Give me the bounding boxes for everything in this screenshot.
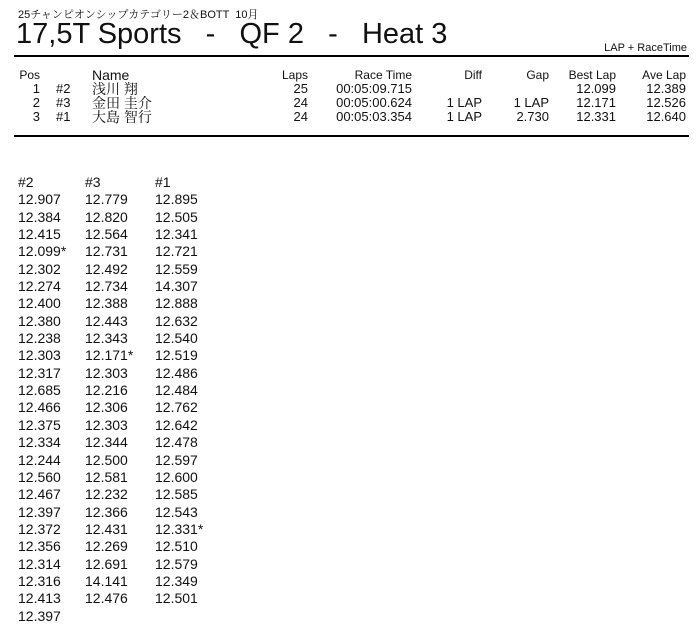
lap-time-cell-car3: 12.232	[85, 486, 128, 503]
lap-times-row	[18, 330, 235, 347]
lap-time-cell-car3: 12.171*	[85, 347, 134, 364]
lap-time-cell-car1: 12.600	[155, 468, 198, 485]
lap-time-cell-car1: 12.895	[155, 191, 198, 208]
ave-lap-cell: 12.389	[646, 82, 686, 96]
lap-time-cell-car3: 12.492	[85, 260, 128, 277]
lap-time-cell-car2: 12.099*	[18, 243, 67, 260]
race-time-cell: 00:05:03.354	[336, 110, 412, 124]
lap-time-cell-car2: 12.274	[18, 278, 61, 295]
lap-time-cell-car2: 12.303	[18, 347, 61, 364]
lap-time-cell-car1: 12.559	[155, 260, 198, 277]
col-header-gap: Gap	[526, 68, 549, 82]
col-header-car-spacer	[40, 68, 90, 82]
lap-time-cell-car1	[155, 608, 235, 625]
lap-time-cell-car3: 12.344	[85, 434, 128, 451]
header-divider	[14, 55, 689, 57]
col-header-laps: Laps	[281, 68, 308, 82]
lap-time-cell-car1: 12.341	[155, 226, 198, 243]
lap-times-row	[18, 573, 235, 590]
lap-time-cell-car2: 12.415	[18, 226, 61, 243]
lap-times-row	[18, 538, 235, 555]
lap-time-cell-car3: 12.343	[85, 330, 128, 347]
pos-cell: 1	[32, 82, 40, 96]
car-number-cell: #2	[56, 82, 71, 96]
lap-times-row	[18, 295, 235, 312]
col-header-name: Name	[92, 68, 130, 82]
diff-cell: 1 LAP	[446, 96, 482, 110]
lap-times-row	[18, 590, 235, 607]
lap-times-row	[18, 486, 235, 503]
lap-time-cell-car2: 12.400	[18, 295, 61, 312]
lap-time-cell-car2: 12.384	[18, 208, 61, 225]
results-divider	[14, 135, 689, 137]
lap-time-cell-car2: 12.238	[18, 330, 61, 347]
lap-time-cell-car3: 12.779	[85, 191, 128, 208]
pos-cell: 3	[32, 110, 40, 124]
lap-times-row	[18, 313, 235, 330]
lap-times-table	[18, 174, 235, 625]
lap-times-row	[18, 191, 235, 208]
lap-time-cell-car3: 12.734	[85, 278, 128, 295]
category-line: 25チャンピオンシップカテゴリー2＆BOTT 10月	[18, 9, 259, 21]
lap-times-row	[18, 365, 235, 382]
car-number-cell: #3	[56, 96, 71, 110]
lap-time-cell-car2: 12.244	[18, 451, 61, 468]
lap-time-cell-car2: 12.316	[18, 572, 61, 589]
lap-times-row	[18, 556, 235, 573]
lap-time-cell-car1: 12.762	[155, 399, 198, 416]
gap-cell: 2.730	[516, 110, 549, 124]
results-table-body	[16, 82, 686, 124]
page-title: 17,5T Sports - QF 2 - Heat 3	[16, 18, 448, 50]
col-header-diff: Diff	[464, 68, 482, 82]
lap-times-row	[18, 347, 235, 364]
lap-time-cell-car1: 12.540	[155, 330, 198, 347]
lap-times-row	[18, 209, 235, 226]
lap-time-cell-car1: 12.721	[155, 243, 198, 260]
results-row	[16, 96, 686, 110]
driver-name-cell: 金田 圭介	[92, 96, 152, 110]
lap-time-cell-car2: 12.397	[18, 503, 61, 520]
lap-times-row	[18, 504, 235, 521]
lap-time-cell-car3: 12.269	[85, 538, 128, 555]
lap-time-cell-car3: 12.820	[85, 208, 128, 225]
lap-time-cell-car3: 14.141	[85, 572, 128, 589]
col-header-best-lap: Best Lap	[568, 68, 616, 82]
lap-time-cell-car1: 12.597	[155, 451, 198, 468]
lap-time-cell-car1: 12.543	[155, 503, 198, 520]
lap-times-row	[18, 226, 235, 243]
lap-col-header-car3: #3	[85, 174, 101, 190]
diff-cell	[412, 82, 482, 96]
lap-times-row	[18, 382, 235, 399]
lap-time-cell-car2: 12.466	[18, 399, 61, 416]
lap-time-cell-car2: 12.314	[18, 555, 61, 572]
lap-col-header-car2: #2	[18, 174, 34, 190]
lap-times-row	[18, 452, 235, 469]
ave-lap-cell: 12.640	[646, 110, 686, 124]
lap-time-cell-car3: 12.388	[85, 295, 128, 312]
diff-cell: 1 LAP	[446, 110, 482, 124]
lap-time-cell-car1: 14.307	[155, 278, 198, 295]
lap-time-cell-car3: 12.366	[85, 503, 128, 520]
lap-times-header-row	[18, 174, 235, 191]
lap-time-cell-car3: 12.691	[85, 555, 128, 572]
laps-cell: 24	[293, 110, 308, 124]
race-time-cell: 00:05:00.624	[336, 96, 412, 110]
lap-times-row	[18, 417, 235, 434]
lap-time-cell-car1: 12.501	[155, 590, 198, 607]
lap-time-cell-car1: 12.585	[155, 486, 198, 503]
lap-times-row	[18, 243, 235, 260]
lap-time-cell-car2: 12.560	[18, 468, 61, 485]
pos-cell: 2	[32, 96, 40, 110]
lap-time-cell-car3	[85, 608, 155, 625]
race-time-cell: 00:05:09.715	[336, 82, 412, 96]
results-header-row	[16, 68, 686, 82]
lap-times-row	[18, 278, 235, 295]
lap-time-cell-car3: 12.476	[85, 590, 128, 607]
lap-time-cell-car1: 12.888	[155, 295, 198, 312]
lap-times-row	[18, 399, 235, 416]
lap-time-cell-car1: 12.478	[155, 434, 198, 451]
lap-times-body	[18, 191, 235, 625]
lap-time-cell-car2: 12.685	[18, 382, 61, 399]
lap-time-cell-car3: 12.306	[85, 399, 128, 416]
lap-col-header-car1: #1	[155, 174, 171, 190]
lap-times-row	[18, 469, 235, 486]
gap-cell	[482, 82, 549, 96]
lap-time-cell-car2: 12.334	[18, 434, 61, 451]
timing-mode-label: LAP + RaceTime	[604, 42, 687, 54]
lap-time-cell-car1: 12.331*	[155, 520, 204, 537]
driver-name-cell: 大島 智行	[92, 110, 152, 124]
lap-time-cell-car1: 12.510	[155, 538, 198, 555]
lap-time-cell-car3: 12.443	[85, 312, 128, 329]
lap-times-row	[18, 434, 235, 451]
best-lap-cell: 12.099	[576, 82, 616, 96]
lap-times-row	[18, 261, 235, 278]
lap-time-cell-car3: 12.303	[85, 364, 128, 381]
lap-time-cell-car2: 12.397	[18, 607, 61, 624]
lap-times-row	[18, 521, 235, 538]
driver-name-cell: 浅川 翔	[92, 82, 138, 96]
gap-cell: 1 LAP	[513, 96, 549, 110]
best-lap-cell: 12.171	[576, 96, 616, 110]
lap-time-cell-car3: 12.303	[85, 416, 128, 433]
laps-cell: 24	[293, 96, 308, 110]
results-table	[16, 68, 686, 124]
lap-time-cell-car1: 12.519	[155, 347, 198, 364]
lap-time-cell-car2: 12.356	[18, 538, 61, 555]
col-header-race-time: Race Time	[354, 68, 412, 82]
lap-time-cell-car3: 12.731	[85, 243, 128, 260]
lap-time-cell-car2: 12.467	[18, 486, 61, 503]
lap-time-cell-car2: 12.375	[18, 416, 61, 433]
lap-time-cell-car2: 12.302	[18, 260, 61, 277]
lap-time-cell-car2: 12.317	[18, 364, 61, 381]
lap-time-cell-car1: 12.484	[155, 382, 198, 399]
lap-time-cell-car2: 12.380	[18, 312, 61, 329]
best-lap-cell: 12.331	[576, 110, 616, 124]
lap-time-cell-car1: 12.505	[155, 208, 198, 225]
lap-time-cell-car1: 12.486	[155, 364, 198, 381]
lap-time-cell-car3: 12.431	[85, 520, 128, 537]
lap-time-cell-car3: 12.564	[85, 226, 128, 243]
lap-time-cell-car2: 12.907	[18, 191, 61, 208]
lap-times-row	[18, 608, 235, 625]
lap-time-cell-car2: 12.413	[18, 590, 61, 607]
lap-time-cell-car1: 12.579	[155, 555, 198, 572]
col-header-ave-lap: Ave Lap	[642, 68, 686, 82]
lap-time-cell-car1: 12.632	[155, 312, 198, 329]
results-row	[16, 110, 686, 124]
lap-time-cell-car2: 12.372	[18, 520, 61, 537]
ave-lap-cell: 12.526	[646, 96, 686, 110]
lap-time-cell-car1: 12.349	[155, 572, 198, 589]
lap-time-cell-car3: 12.216	[85, 382, 128, 399]
results-row	[16, 82, 686, 96]
lap-time-cell-car3: 12.500	[85, 451, 128, 468]
car-number-cell: #1	[56, 110, 71, 124]
lap-time-cell-car3: 12.581	[85, 468, 128, 485]
col-header-pos: Pos	[19, 68, 40, 82]
laps-cell: 25	[293, 82, 308, 96]
lap-time-cell-car1: 12.642	[155, 416, 198, 433]
